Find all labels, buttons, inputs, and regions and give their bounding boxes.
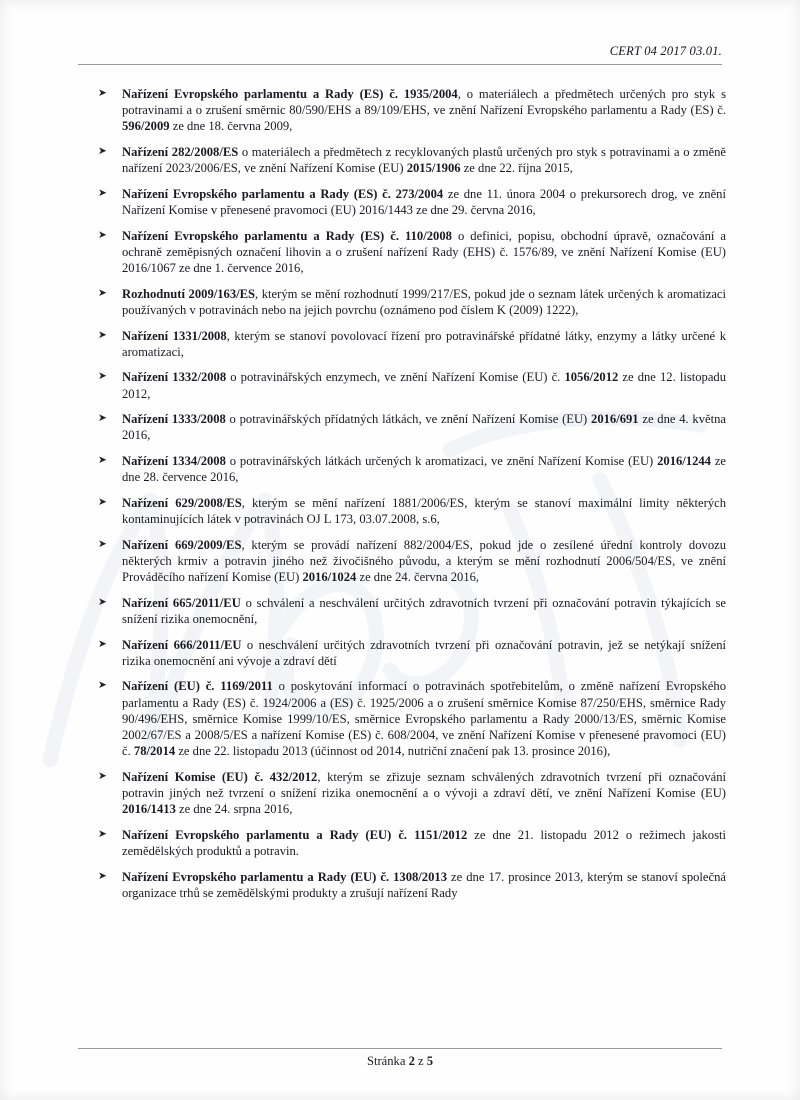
arrow-bullet-icon: ➤ xyxy=(98,286,107,299)
arrow-bullet-icon: ➤ xyxy=(98,145,107,158)
list-item xyxy=(78,86,726,135)
list-item-text: Nařízení Evropského parlamentu a Rady (EU) č. 1308/2013 ze dne 17. prosince 2013, kterým se stanoví společná organizace trhů se zemědělskými produkty a zrušují nařízení Rady xyxy=(122,869,726,900)
list-item xyxy=(78,537,726,586)
list-item-text: Nařízení 669/2009/ES, kterým se provádí nařízení 882/2004/ES, pokud jde o zesílené úřední kontroly dovozu některých krmiv a potravin jiného než živočišného původu, a kterým se mění rozhodnutí 2006/504/ES, ve znění Prováděcího nařízení Komise (EU) 2016/1024 ze dne 24. června 2016, xyxy=(122,537,726,585)
document-body xyxy=(78,86,726,911)
list-item xyxy=(78,769,726,818)
list-item-text: Nařízení Evropského parlamentu a Rady (ES) č. 1935/2004, o materiálech a předmětech určených pro styk s potravinami a o zrušení směrnic 80/590/EHS a 89/109/EHS, ve znění Nařízení Evropského parlamentu a Rady (ES) č. 596/2009 ze dne 18. června 2009, xyxy=(122,87,726,134)
list-item-text: Nařízení Komise (EU) č. 432/2012, kterým se zřizuje seznam schválených zdravotních tvrzení při označování potravin jiných než tvrzení o snížení rizika onemocnění a o vývoji a zdraví dětí, ve znění Nařízení Komise (EU) 2016/1413 ze dne 24. srpna 2016, xyxy=(122,769,727,817)
list-item xyxy=(78,228,726,277)
footer-page-number: 2 xyxy=(408,1054,415,1068)
footer-label-mid: z xyxy=(414,1054,427,1068)
regulation-list xyxy=(78,86,726,901)
list-item-text: Nařízení 1331/2008, kterým se stanoví povolovací řízení pro potravinářské přídatné látky, enzymy a látky určené k aromatizaci, xyxy=(122,328,726,359)
arrow-bullet-icon: ➤ xyxy=(98,595,107,608)
arrow-bullet-icon: ➤ xyxy=(98,637,107,650)
list-item-text: Nařízení (EU) č. 1169/2011 o poskytování informací o potravinách spotřebitelům, o změně nařízení Evropského parlamentu a Rady (ES) č. 1924/2006 a (ES) č. 1925/2006 a o zrušení směrnice Komise 87/250/EHS, směrnice Rady 90/496/EHS, směrnice Komise 1999/10/ES, směrnice Evropského parlamentu a Rady 2000/13/ES, směrnic Komise 2002/67/ES a 2008/5/ES a nařízení Komise (ES) č. 608/2004, ve znění Nařízení Komise v přenesené pravomoci (EU) č. 78/2014 ze dne 22. listopadu 2013 (účinnost od 2014, nutriční značení pak 13. prosince 2016), xyxy=(122,679,726,759)
list-item xyxy=(78,827,726,859)
list-item xyxy=(78,869,726,901)
arrow-bullet-icon: ➤ xyxy=(98,87,107,99)
arrow-bullet-icon: ➤ xyxy=(98,412,107,425)
page-footer xyxy=(78,1054,722,1069)
list-item-text: Nařízení 629/2008/ES, kterým se mění nařízení 1881/2006/ES, kterým se stanoví maximální limity některých kontaminujících látek v potravinách OJ L 173, 03.07.2008, s.6, xyxy=(122,495,727,527)
list-item xyxy=(78,328,726,360)
footer-label-prefix: Stránka xyxy=(366,1054,409,1068)
list-item-text: Rozhodnutí 2009/163/ES, kterým se mění rozhodnutí 1999/217/ES, pokud jde o seznam látek určených k aromatizaci používaných v potravinách nebo na jejich povrchu (oznámeno pod číslem K (2009) 1222), xyxy=(122,286,726,317)
arrow-bullet-icon: ➤ xyxy=(98,328,107,341)
page-header: CERT 04 2017 03.01. xyxy=(609,44,722,58)
list-item-text: Nařízení 1334/2008 o potravinářských látkách určených k aromatizaci, ve znění Nařízení Komise (EU) 2016/1244 ze dne 28. července 2016, xyxy=(122,454,726,485)
list-item xyxy=(78,495,726,527)
arrow-bullet-icon: ➤ xyxy=(98,537,107,550)
list-item-text: Nařízení Evropského parlamentu a Rady (ES) č. 110/2008 o definici, popisu, obchodní úpravě, označování a ochraně zeměpisných označení lihovin a o zrušení nařízení Rady (EHS) č. 1576/89, ve znění Nařízení Komise (EU) 2016/1067 ze dne 1. července 2016, xyxy=(122,228,726,276)
list-item xyxy=(78,453,726,485)
arrow-bullet-icon: ➤ xyxy=(98,495,107,508)
header-divider xyxy=(78,64,722,65)
arrow-bullet-icon: ➤ xyxy=(98,186,107,199)
list-item-text: Nařízení 1333/2008 o potravinářských přídatných látkách, ve znění Nařízení Komise (EU) 2016/691 ze dne 4. května 2016, xyxy=(122,412,726,443)
arrow-bullet-icon: ➤ xyxy=(98,679,107,692)
list-item xyxy=(78,186,726,218)
list-item xyxy=(78,595,726,627)
arrow-bullet-icon: ➤ xyxy=(98,454,107,467)
list-item-text: Nařízení 666/2011/EU o neschválení určitých zdravotních tvrzení při označování potravin, jež se netýkají snížení rizika onemocnění ani vývoje a zdraví dětí xyxy=(122,637,726,668)
list-item xyxy=(78,637,726,669)
list-item xyxy=(78,286,726,318)
list-item-text: Nařízení 282/2008/ES o materiálech a předmětech z recyklovaných plastů určených pro styk s potravinami a o změně nařízení 2023/2006/ES, ve znění Nařízení Komise (EU) 2015/1906 ze dne 22. října 2015, xyxy=(122,145,726,176)
list-item xyxy=(78,144,726,176)
list-item xyxy=(78,369,726,401)
list-item xyxy=(78,411,726,443)
list-item-text: Nařízení Evropského parlamentu a Rady (EU) č. 1151/2012 ze dne 21. listopadu 2012 o režimech jakosti zemědělských produktů a potravin. xyxy=(122,827,726,859)
footer-divider xyxy=(78,1048,722,1049)
arrow-bullet-icon: ➤ xyxy=(98,769,107,782)
arrow-bullet-icon: ➤ xyxy=(98,228,107,241)
list-item-text: Nařízení Evropského parlamentu a Rady (ES) č. 273/2004 ze dne 11. února 2004 o prekursorech drog, ve znění Nařízení Komise v přenesené pravomoci (EU) 2016/1443 ze dne 29. června 2016, xyxy=(122,186,726,218)
arrow-bullet-icon: ➤ xyxy=(98,869,107,882)
footer-total-pages: 5 xyxy=(426,1054,434,1068)
arrow-bullet-icon: ➤ xyxy=(98,827,107,840)
arrow-bullet-icon: ➤ xyxy=(98,370,107,383)
list-item-text: Nařízení 665/2011/EU o schválení a neschválení určitých zdravotních tvrzení při označování potravin týkajících se snížení rizika onemocnění, xyxy=(122,595,727,626)
list-item-text: Nařízení 1332/2008 o potravinářských enzymech, ve znění Nařízení Komise (EU) č. 1056/2012 ze dne 12. listopadu 2012, xyxy=(122,370,727,401)
list-item xyxy=(78,678,726,759)
